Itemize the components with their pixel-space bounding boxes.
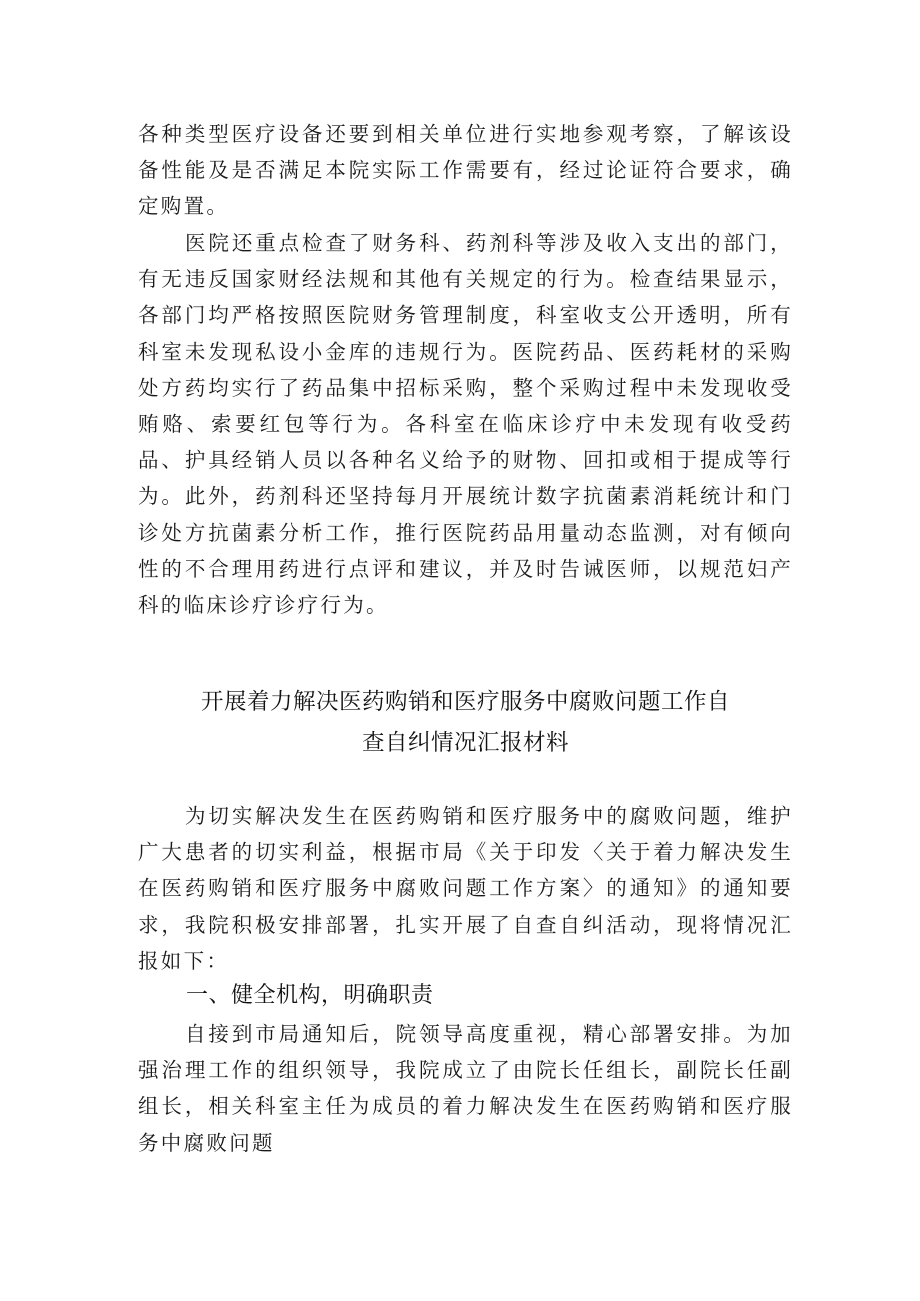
paragraph-organization: 自接到市局通知后，院领导高度重视，精心部署安排。为加强治理工作的组织领导，我院成立了由院长任组长，副院长任副组长，相关科室主任为成员的着力解决发生在医药购销和医疗服务中腐败问题 — [138, 1022, 793, 1155]
paragraph-equipment-inspection: 各种类型医疗设备还要到相关单位进行实地参观考察，了解该设备性能及是否满足本院实际工作需要有，经过论证符合要求，确定购置。 — [138, 122, 793, 219]
section-heading-1: 一、健全机构，明确职责 — [186, 983, 434, 1008]
document-title-line-2: 查自纠情况汇报材料 — [361, 730, 569, 756]
document-title-line-1: 开展着力解决医药购销和医疗服务中腐败问题工作自 — [200, 689, 730, 715]
paragraph-introduction: 为切实解决发生在医药购销和医疗服务中的腐败问题，维护广大患者的切实利益，根据市局《关于印发〈关于着力解决发生在医药购销和医疗服务中腐败问题工作方案〉的通知》的通知要求，我院积极安排部署，扎实开展了自查自纠活动，现将情况汇报如下： — [138, 804, 793, 973]
paragraph-finance-pharmacy-check: 医院还重点检查了财务科、药剂科等涉及收入支出的部门，有无违反国家财经法规和其他有关规定的行为。检查结果显示，各部门均严格按照医院财务管理制度，科室收支公开透明，所有科室未发现私设小金库的违规行为。医院药品、医药耗材的采购处方药均实行了药品集中招标采购，整个采购过程中未发现收受贿赂、索要红包等行为。各科室在临床诊疗中未发现有收受药品、护具经销人员以各种名义给予的财物、回扣或相于提成等行为。此外，药剂科还坚持每月开展统计数字抗菌素消耗统计和门诊处方抗菌素分析工作，推行医院药品用量动态监测，对有倾向性的不合理用药进行点评和建议，并及时告诫医师，以规范妇产科的临床诊疗诊疗行为。 — [138, 231, 793, 618]
